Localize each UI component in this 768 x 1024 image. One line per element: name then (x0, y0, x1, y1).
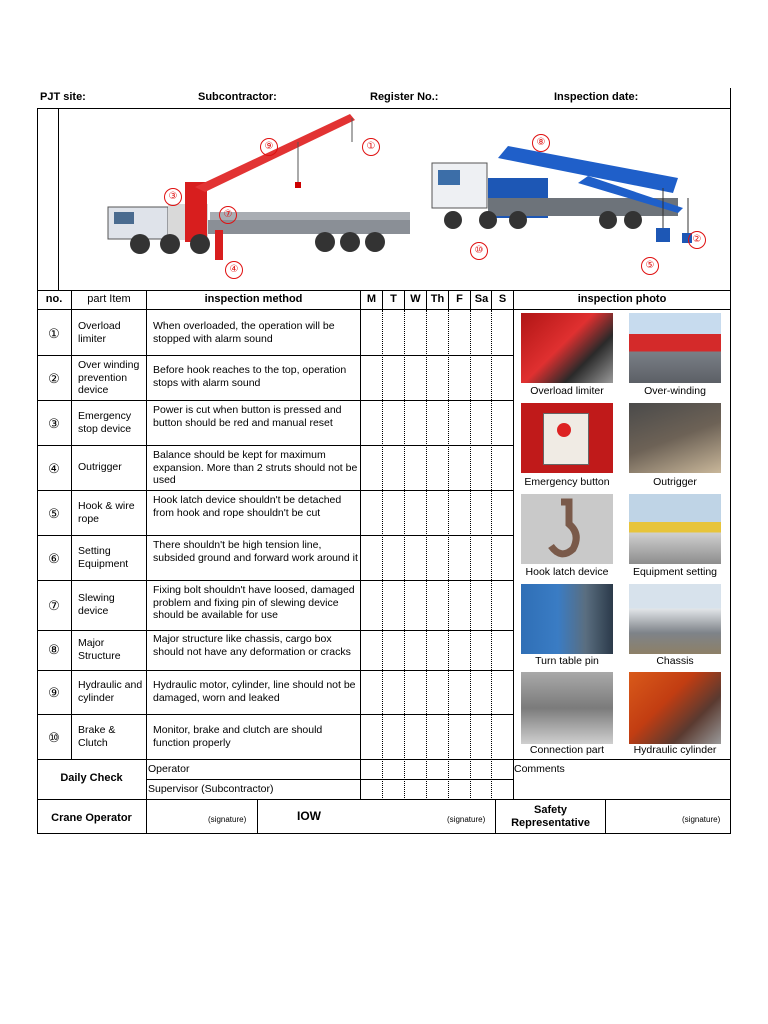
col-day-f: F (456, 293, 463, 305)
row-part-2: Over winding prevention device (78, 359, 140, 396)
row-no-7: ⑦ (48, 598, 60, 613)
row-no-2: ② (48, 371, 60, 386)
photo-over-winding (629, 313, 721, 383)
photo-outrigger (629, 403, 721, 473)
marker-7: ⑦ (219, 206, 237, 224)
row-no-8: ⑧ (48, 642, 60, 657)
col-day-th: Th (430, 293, 445, 305)
photo-overload-limiter (521, 313, 613, 383)
marker-2: ② (688, 231, 706, 249)
col-day-w: W (410, 293, 421, 305)
photo-hydraulic-cylinder (629, 672, 721, 744)
marker-4: ④ (225, 261, 243, 279)
row-no-1: ① (48, 326, 60, 341)
row-part-9: Hydraulic and cylinder (78, 679, 143, 704)
register-no-label: Register No.: (370, 91, 439, 103)
row-no-10: ⑩ (48, 730, 60, 745)
photo-connection-part (521, 672, 613, 744)
marker-5: ⑤ (641, 257, 659, 275)
marker-9: ⑨ (260, 138, 278, 156)
marker-1: ① (362, 138, 380, 156)
row-no-3: ③ (48, 416, 60, 431)
caption-over-winding: Over-winding (644, 385, 706, 397)
safety-rep-signature[interactable]: (signature) (682, 815, 721, 824)
caption-outrigger: Outrigger (653, 476, 697, 488)
row-no-6: ⑥ (48, 551, 60, 566)
iow-signature[interactable]: (signature) (447, 815, 486, 824)
marker-3: ③ (164, 188, 182, 206)
photo-turn-table-pin (521, 584, 613, 654)
row-method-9: Hydraulic motor, cylinder, line should not be damaged, worn and leaked (153, 679, 356, 704)
row-method-8: Major structure like chassis, cargo box should not have any deformation or cracks (153, 633, 351, 658)
daily-check-label: Daily Check (60, 772, 123, 784)
iow-label: IOW (297, 809, 321, 823)
caption-connection-part: Connection part (529, 744, 605, 756)
caption-hydraulic-cylinder: Hydraulic cylinder (633, 744, 717, 756)
row-method-4: Balance should be kept for maximum expansion. More than 2 struts should not be used (153, 449, 358, 486)
row-method-6: There shouldn't be high tension line, subsided ground and forward work around it (153, 539, 358, 564)
row-method-2: Before hook reaches to the top, operation stops with alarm sound (153, 364, 347, 389)
row-part-6: Setting Equipment (78, 545, 129, 570)
marker-8: ⑧ (532, 134, 550, 152)
row-no-5: ⑤ (48, 506, 60, 521)
col-day-m: M (366, 293, 377, 305)
operator-label: Operator (148, 763, 190, 775)
safety-rep-label: Safety Representative (511, 804, 590, 829)
row-no-9: ⑨ (48, 685, 60, 700)
photo-chassis (629, 584, 721, 654)
caption-overload-limiter: Overload limiter (530, 385, 604, 397)
photo-equipment-setting (629, 494, 721, 564)
col-part-item: part Item (87, 293, 131, 305)
row-part-3: Emergency stop device (78, 410, 132, 435)
caption-equipment-setting: Equipment setting (632, 566, 718, 578)
row-part-7: Slewing device (78, 592, 115, 617)
col-no: no. (45, 293, 63, 305)
photo-emergency-button (521, 403, 613, 473)
row-method-10: Monitor, brake and clutch are should function properly (153, 724, 323, 749)
row-part-10: Brake & Clutch (78, 724, 116, 749)
row-method-1: When overloaded, the operation will be stopped with alarm sound (153, 320, 335, 345)
row-method-7: Fixing bolt shouldn't have loosed, damaged problem and fixing pin of slewing device should be available for use (153, 584, 355, 621)
col-inspection-photo: inspection photo (577, 293, 667, 305)
crane-operator-signature[interactable]: (signature) (208, 815, 247, 824)
caption-hook-latch-device: Hook latch device (525, 566, 609, 578)
marker-10: ⑩ (470, 242, 488, 260)
row-part-8: Major Structure (78, 637, 121, 662)
photo-hook-latch (521, 494, 613, 564)
row-part-1: Overload limiter (78, 320, 121, 345)
subcontractor-label: Subcontractor: (198, 91, 277, 103)
inspection-date-label: Inspection date: (554, 91, 639, 103)
caption-chassis: Chassis (656, 655, 694, 667)
row-no-4: ④ (48, 461, 60, 476)
col-day-sa: Sa (474, 293, 489, 305)
row-method-3: Power is cut when button is pressed and button should be red and manual reset (153, 404, 342, 429)
row-part-4: Outrigger (78, 461, 122, 473)
row-method-5: Hook latch device shouldn't be detached from hook and rope shouldn't be cut (153, 494, 342, 519)
caption-turn-table-pin: Turn table pin (535, 655, 599, 667)
row-part-5: Hook & wire rope (78, 500, 135, 525)
caption-emergency-button: Emergency button (524, 476, 610, 488)
col-day-s: S (498, 293, 507, 305)
col-day-t: T (390, 293, 397, 305)
crane-operator-label: Crane Operator (51, 812, 132, 824)
comments-label: Comments (514, 763, 565, 775)
pjt-site-label: PJT site: (40, 91, 86, 103)
col-inspection-method: inspection method (204, 293, 303, 305)
supervisor-label: Supervisor (Subcontractor) (148, 783, 274, 795)
